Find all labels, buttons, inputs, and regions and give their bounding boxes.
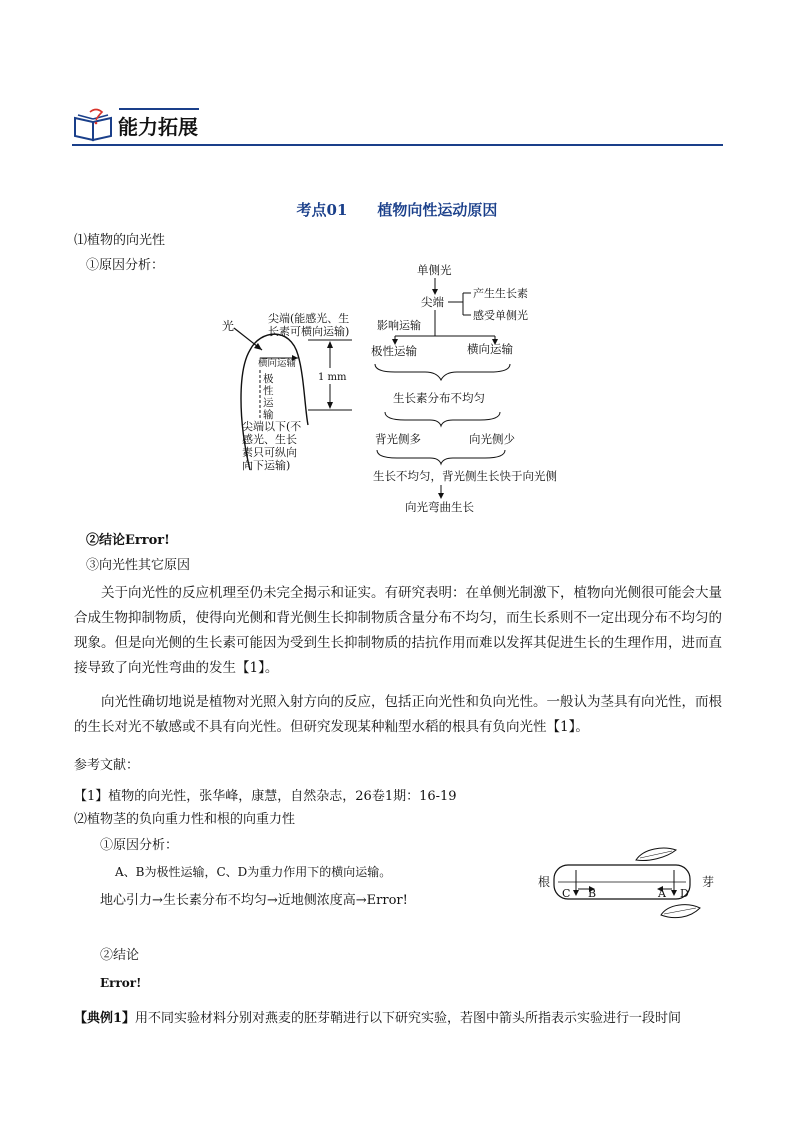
flow-n1: 单侧光 — [417, 263, 452, 277]
polar-4: 输 — [263, 409, 274, 421]
s1-conclusion: ②结论Error! — [86, 533, 170, 548]
header-rule — [72, 144, 723, 146]
label-c: C — [562, 887, 571, 900]
s2-heading: ⑵植物茎的负向重力性和根的向重力性 — [74, 812, 296, 827]
flow-n8: 向光弯曲生长 — [405, 500, 474, 514]
length-label: 1 mm — [318, 372, 347, 383]
label-d: D — [680, 887, 689, 900]
s2-conclusion-label: ②结论 — [100, 948, 140, 963]
polar-3: 运 — [263, 397, 274, 409]
polar-1: 极 — [263, 373, 274, 385]
label-a: A — [658, 887, 666, 900]
flow-n4a: 极性运输 — [371, 344, 417, 358]
root-label: 根 — [538, 875, 551, 889]
page-title: 考点01 植物向性运动原因 — [296, 201, 498, 219]
flow-n7: 生长不均匀，背光侧生长快于向光侧 — [373, 469, 557, 483]
header-top-rule — [119, 108, 199, 110]
flow-b1: 产生生长素 — [473, 287, 528, 300]
references-label: 参考文献： — [74, 758, 140, 773]
s1-other-label: ③向光性其它原因 — [86, 558, 191, 573]
section-label: 能力拓展 — [118, 115, 198, 139]
flow-n2: 尖端 — [421, 295, 444, 309]
below-note-2: 感光、生长 — [242, 433, 297, 446]
polar-2: 性 — [263, 385, 274, 397]
s1-heading: ⑴植物的向光性 — [74, 233, 166, 248]
flow-b2: 感受单侧光 — [473, 309, 528, 322]
tip-note-line2: 长素可横向运输) — [268, 325, 350, 338]
bud-label: 芽 — [702, 875, 715, 889]
below-note-3: 素只可纵向 — [242, 446, 297, 459]
example-tag: 【典例1】 — [74, 1011, 136, 1026]
gravity-diagram — [536, 840, 726, 930]
phototropism-flow — [365, 260, 580, 520]
below-note-4: 向下运输) — [242, 459, 291, 472]
flow-n6b: 向光侧少 — [469, 432, 515, 446]
s2-ab-note: A、B为极性运输，C、D为重力作用下的横向运输。 — [115, 865, 392, 879]
light-label: 光 — [222, 319, 235, 333]
reference-1: 【1】植物的向光性，张华峰，康慧，自然杂志，26卷1期：16-19 — [74, 789, 457, 804]
s1-cause-label: ①原因分析： — [86, 258, 165, 273]
s2-chain: 地心引力→生长素分布不均匀→近地侧浓度高→Error! — [100, 893, 408, 908]
tip-note-line1: 尖端(能感光、生 — [268, 312, 350, 325]
s1-paragraph-2: 向光性确切地说是植物对光照入射方向的反应，包括正向光性和负向光性。一般认为茎具有向光性，而根的生长对光不敏感或不具有向光性。但研究发现某种籼型水稻的根具有负向光性【1】。 — [74, 694, 722, 735]
flow-n4b: 横向运输 — [467, 342, 513, 356]
example-text: 用不同实验材料分别对燕麦的胚芽鞘进行以下研究实验，若图中箭头所指表示实验进行一段时间 — [135, 1011, 682, 1026]
s2-conclusion-value: Error! — [100, 976, 142, 990]
s2-cause-label: ①原因分析： — [100, 838, 179, 853]
flow-n6a: 背光侧多 — [375, 432, 421, 446]
flow-n3: 影响运输 — [377, 319, 421, 332]
below-note-1: 尖端以下(不 — [242, 420, 302, 433]
coleoptile-diagram — [220, 300, 370, 480]
example-1 — [74, 1010, 681, 1028]
label-b: B — [588, 887, 597, 900]
lateral-label: 横向运输 — [258, 358, 297, 369]
flow-n5: 生长素分布不均匀 — [393, 391, 485, 405]
header-book-icon — [72, 106, 116, 144]
s1-paragraph-1: 关于向光性的反应机理至仍未完全揭示和证实。有研究表明：在单侧光制激下，植物向光侧很可能会大量合成生物抑制物质，使得向光侧和背光侧生长抑制物质含量分布不均匀，而生长系则不一定出现分布不均匀的现象。但是向光侧的生长素可能因为受到生长抑制物质的拮抗作用而难以发挥其促进生长的生理作用，进而直接导致了向光性弯曲的发生【1】。 — [74, 585, 722, 676]
